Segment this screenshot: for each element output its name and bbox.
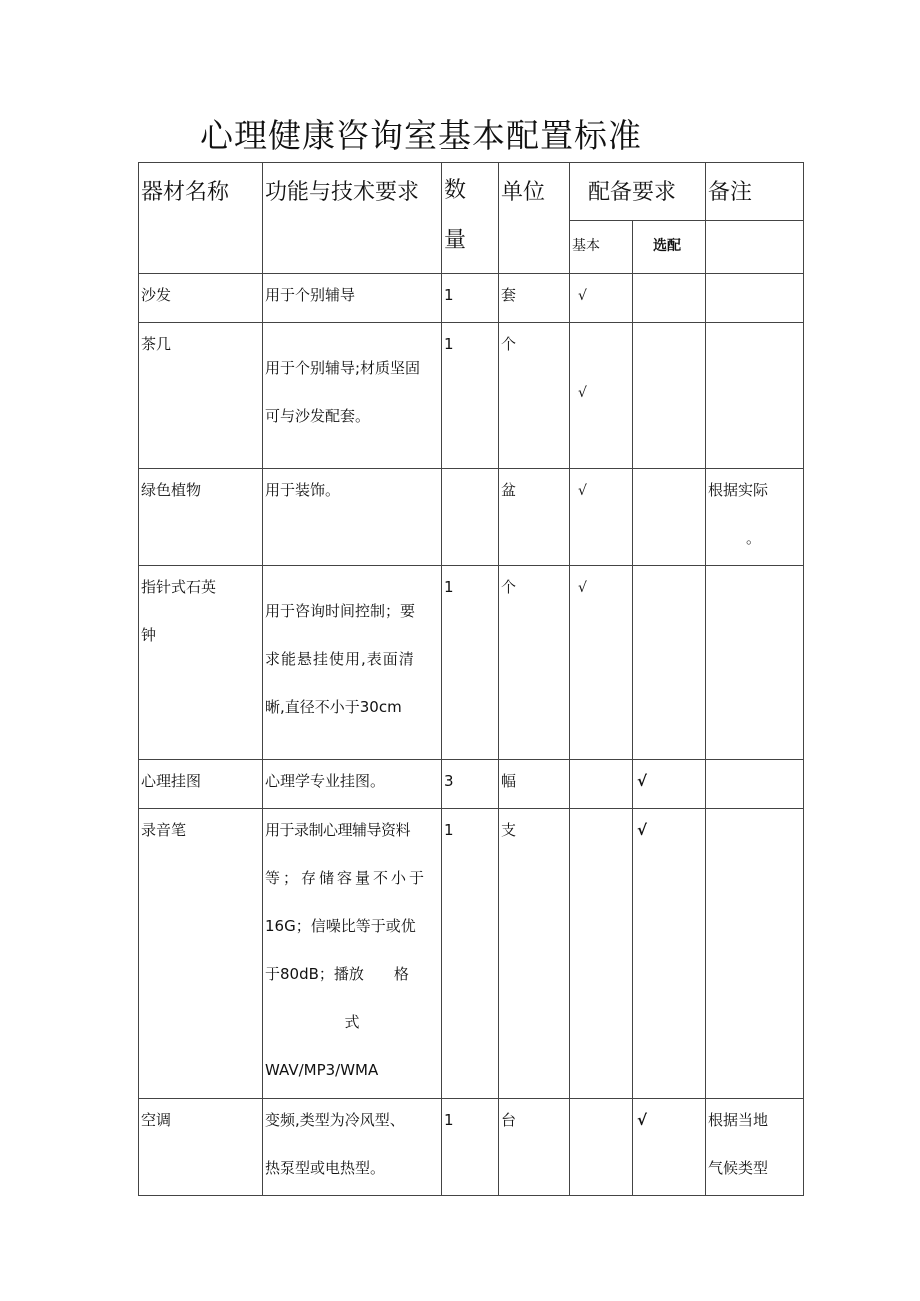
cell-basic xyxy=(570,809,633,1099)
equipment-table xyxy=(138,162,804,1196)
header-requirement: 配备要求 xyxy=(570,163,706,221)
cell-function: 变频,类型为冷风型、 热泵型或电热型。 xyxy=(263,1099,442,1196)
check-icon: √ xyxy=(637,772,648,790)
cell-optional xyxy=(633,566,706,760)
cell-function: 用于录制心理辅导资料 等；存储容量不小于 16G；信噪比等于或优 于80dB；播放 格 式 WAV/MP3/WMA xyxy=(263,809,442,1099)
cell-qty: 1 xyxy=(442,1099,499,1196)
cell-name: 茶几 xyxy=(139,323,263,469)
header-note: 备注 xyxy=(706,163,804,221)
cell-name: 心理挂图 xyxy=(139,760,263,809)
check-icon: √ xyxy=(578,580,587,596)
check-icon: √ xyxy=(578,385,587,401)
header-unit: 单位 xyxy=(499,163,570,274)
header-note-empty xyxy=(706,221,804,274)
cell-unit: 套 xyxy=(499,274,570,323)
cell-basic xyxy=(570,469,633,566)
cell-name: 指针式石英 钟 xyxy=(139,566,263,760)
check-icon: √ xyxy=(578,288,587,304)
cell-note xyxy=(706,274,804,323)
cell-note xyxy=(706,809,804,1099)
cell-note: 根据实际 。 xyxy=(706,469,804,566)
check-icon: √ xyxy=(637,1111,648,1129)
cell-optional xyxy=(633,469,706,566)
header-function: 功能与技术要求 xyxy=(263,163,442,274)
cell-note xyxy=(706,566,804,760)
cell-unit: 台 xyxy=(499,1099,570,1196)
header-basic: 基本 xyxy=(570,221,633,274)
cell-unit: 个 xyxy=(499,323,570,469)
cell-function: 用于个别辅导;材质坚固 可与沙发配套。 xyxy=(263,323,442,469)
check-icon: √ xyxy=(637,821,648,839)
cell-note xyxy=(706,323,804,469)
header-optional: 选配 xyxy=(633,221,706,274)
cell-function: 用于咨询时间控制；要 求能悬挂使用,表面清 晰,直径不小于30cm xyxy=(263,566,442,760)
cell-unit: 支 xyxy=(499,809,570,1099)
cell-optional xyxy=(633,809,706,1099)
cell-qty: 1 xyxy=(442,566,499,760)
cell-qty: 1 xyxy=(442,274,499,323)
header-qty: 数量 xyxy=(442,163,499,274)
cell-qty: 1 xyxy=(442,809,499,1099)
cell-basic xyxy=(570,1099,633,1196)
table-row xyxy=(139,274,804,323)
cell-note xyxy=(706,760,804,809)
page-title: 心理健康咨询室基本配置标准 xyxy=(200,116,642,155)
cell-function: 用于个别辅导 xyxy=(263,274,442,323)
cell-name: 录音笔 xyxy=(139,809,263,1099)
table-row xyxy=(139,469,804,566)
table-row xyxy=(139,760,804,809)
cell-basic xyxy=(570,274,633,323)
table-row xyxy=(139,1099,804,1196)
cell-basic xyxy=(570,323,633,469)
cell-name: 绿色植物 xyxy=(139,469,263,566)
cell-optional xyxy=(633,760,706,809)
cell-basic xyxy=(570,760,633,809)
table-row xyxy=(139,323,804,469)
cell-qty: 3 xyxy=(442,760,499,809)
cell-function: 心理学专业挂图。 xyxy=(263,760,442,809)
check-icon: √ xyxy=(578,483,587,499)
cell-function: 用于装饰。 xyxy=(263,469,442,566)
table-row xyxy=(139,809,804,1099)
table-row xyxy=(139,566,804,760)
cell-unit: 盆 xyxy=(499,469,570,566)
cell-optional xyxy=(633,274,706,323)
cell-qty xyxy=(442,469,499,566)
cell-optional xyxy=(633,323,706,469)
header-row xyxy=(139,163,804,221)
cell-unit: 幅 xyxy=(499,760,570,809)
header-name: 器材名称 xyxy=(139,163,263,274)
cell-unit: 个 xyxy=(499,566,570,760)
cell-note: 根据当地 气候类型 xyxy=(706,1099,804,1196)
cell-name: 沙发 xyxy=(139,274,263,323)
cell-qty: 1 xyxy=(442,323,499,469)
cell-name: 空调 xyxy=(139,1099,263,1196)
cell-optional xyxy=(633,1099,706,1196)
cell-basic xyxy=(570,566,633,760)
